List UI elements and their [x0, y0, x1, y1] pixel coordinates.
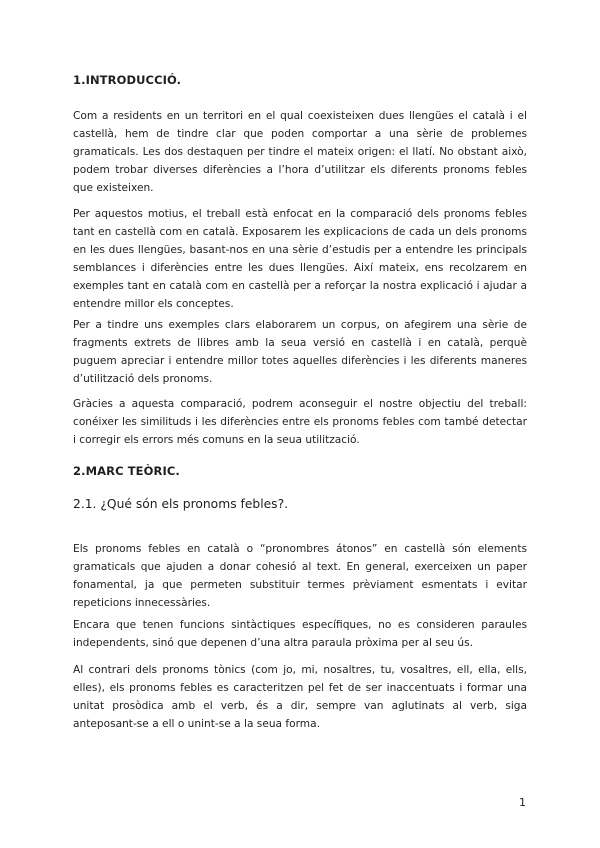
paragraph-intro-1: Com a residents en un territori en el qual coexisteixen dues llengües el català i el castellà, hem de tindre clar que poden comportar a una sèrie de problemes gramaticals. Les dos destaquen per tindre el mateix origen: el llatí. No obstant això, podem trobar diverses diferències a l’hora d’utilitzar els diferents pronoms febles que existeixen.: [73, 110, 527, 194]
section-heading-marc-teoric: 2.MARC TEÒRIC.: [73, 464, 180, 478]
paragraph-intro-4: Gràcies a aquesta comparació, podrem aconseguir el nostre objectiu del treball: conéixer les similituds i les diferències entre els pronoms febles com també detectar i corregir els errors més comuns en la seua utilització.: [73, 398, 527, 446]
paragraph-intro-3: Per a tindre uns exemples clars elaborarem un corpus, on afegirem una sèrie de fragments extrets de llibres amb la seua versió en castellà i en català, perquè puguem apreciar i entendre millor totes aquelles diferències i les diferents maneres d’utilització dels pronoms.: [73, 319, 527, 385]
paragraph-marc-3: Al contrari dels pronoms tònics (com jo, mi, nosaltres, tu, vosaltres, ell, ella, ells, elles), els pronoms febles es caracteritzen pel fet de ser inaccentuats i formar una unitat prosòdica amb el verb, és a dir, sempre van aglutinats al verb, siga anteposant-se a ell o unint-se a la seua forma.: [73, 664, 527, 730]
paragraph-intro-2: Per aquestos motius, el treball està enfocat en la comparació dels pronoms febles tant en castellà com en català. Exposarem les explicacions de cada un dels pronoms en les dues llengües, basant-nos en una sèrie d’estudis per a entendre les principals semblances i diferències entre les dues llengües. Així mateix, ens recolzarem en exemples tant en català com en castellà per a reforçar la nostra explicació i ajudar a entendre millor els conceptes.: [73, 208, 527, 310]
subsection-heading-pronoms-febles: 2.1. ¿Qué són els pronoms febles?.: [73, 497, 289, 511]
paragraph-marc-1: Els pronoms febles en català o “pronombres átonos” en castellà són elements gramaticals que ajuden a donar cohesió al text. En general, exerceixen un paper fonamental, ja que permeten substituir termes prèviament esmentats i evitar repeticions innecessàries.: [73, 543, 527, 609]
paragraph-marc-2: Encara que tenen funcions sintàctiques específiques, no es consideren paraules independents, sinó que depenen d’una altra paraula pròxima per al seu ús.: [73, 619, 527, 649]
section-heading-introduccio: 1.INTRODUCCIÓ.: [73, 73, 182, 87]
page-number: 1: [519, 796, 526, 809]
